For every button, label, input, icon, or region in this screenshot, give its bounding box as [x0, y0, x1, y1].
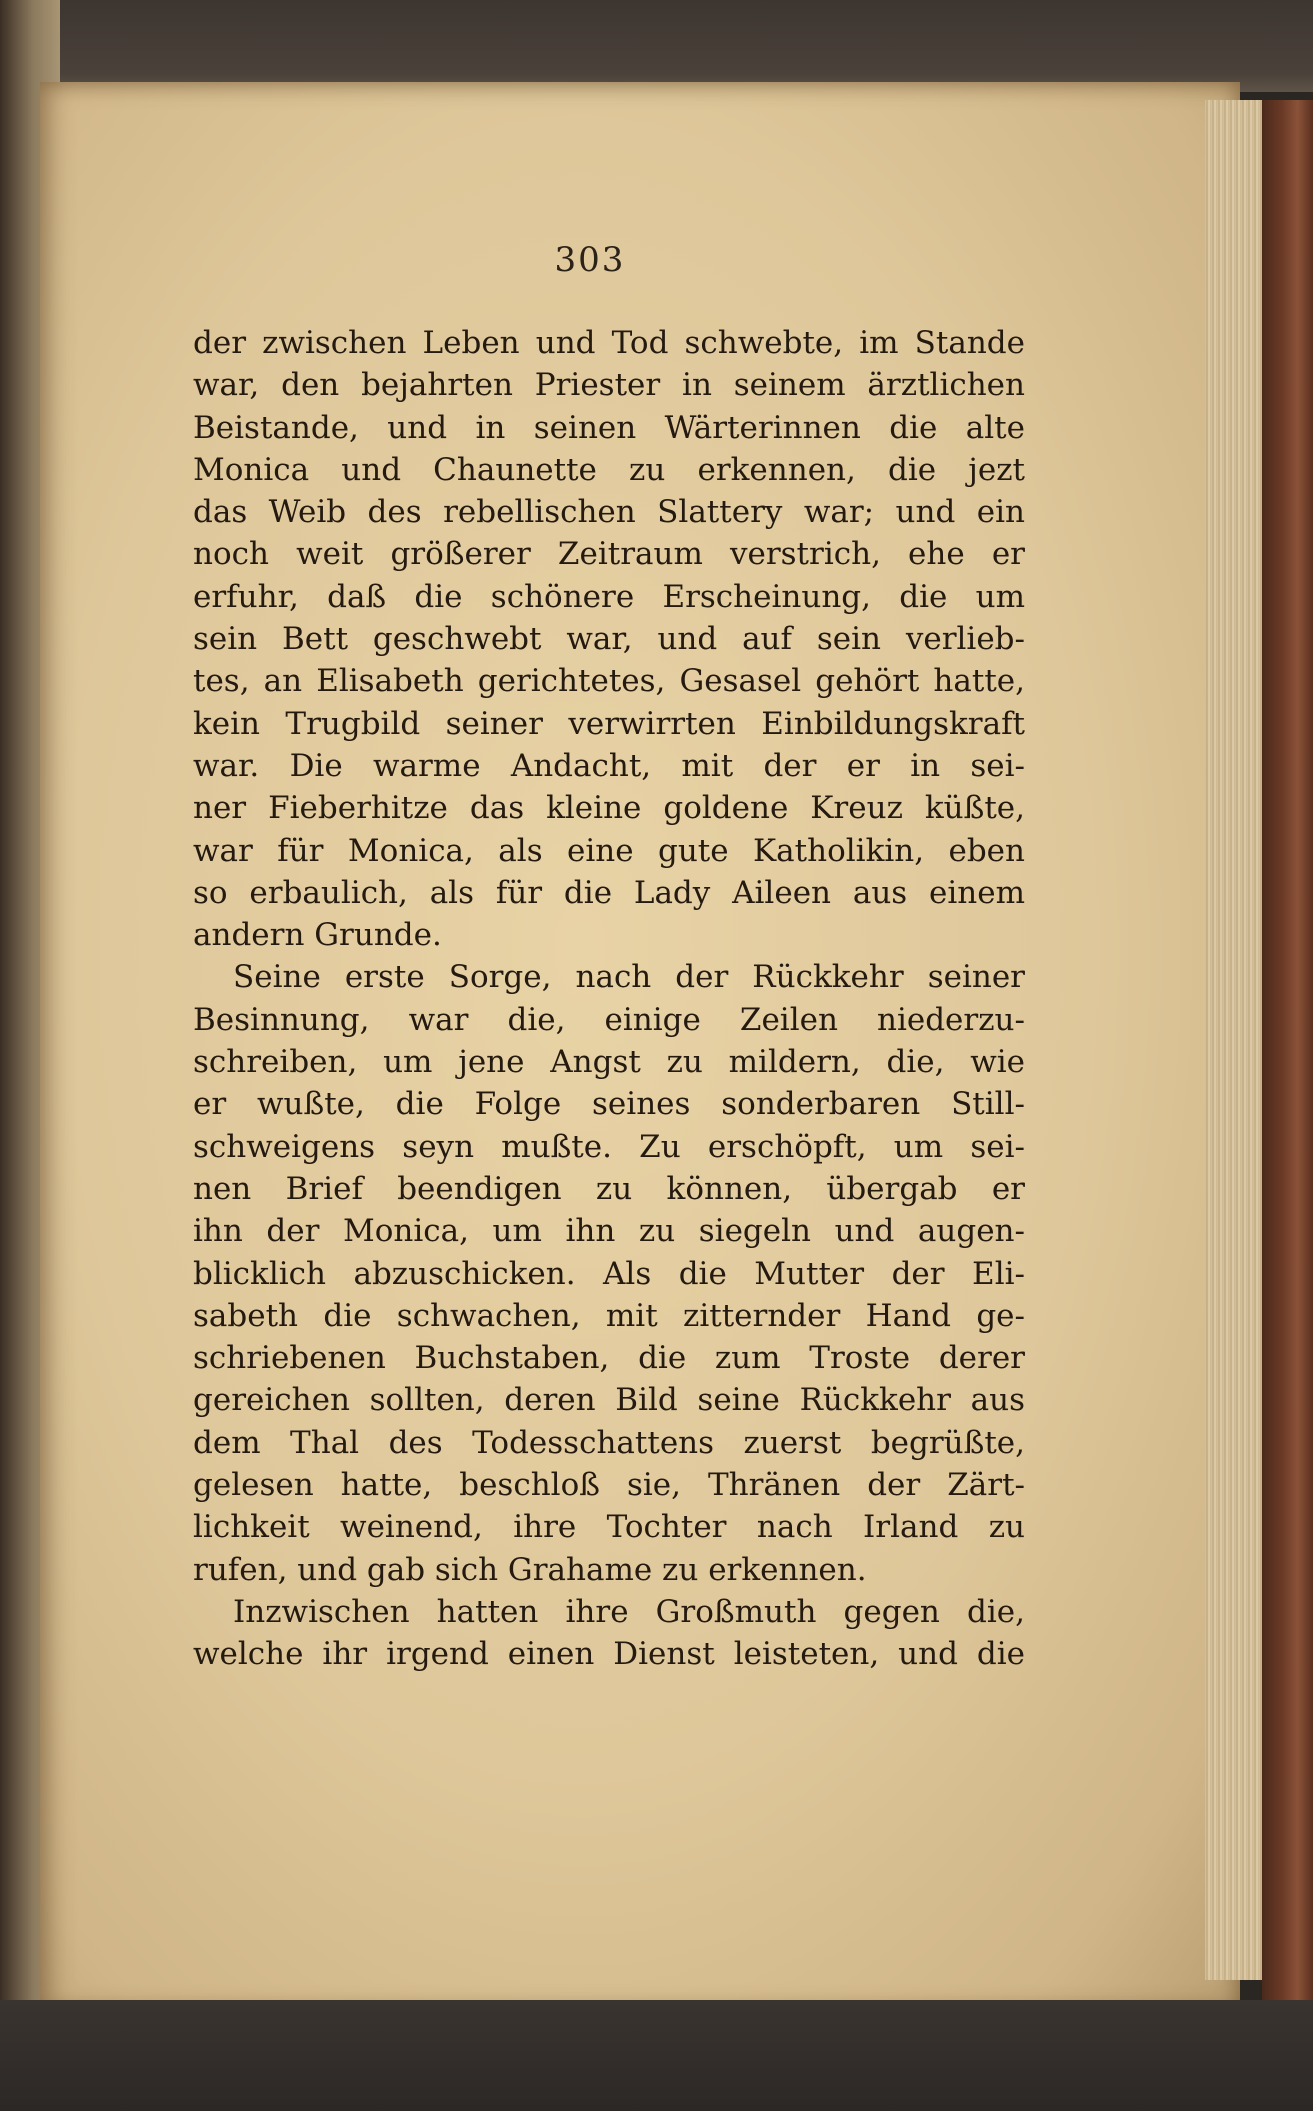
text-line: sein Bett geschwebt war, und auf sein verlieb-	[193, 621, 1025, 658]
text-line: war, den bejahrten Priester in seinem ärztlichen	[193, 367, 1025, 404]
text-line: ner Fieberhitze das kleine goldene Kreuz küßte,	[193, 790, 1025, 827]
text-line: Beistande, und in seinen Wärterinnen die alte	[193, 409, 1025, 446]
text-line: schweigens seyn mußte. Zu erschöpft, um sei-	[193, 1128, 1025, 1165]
text-line: dem Thal des Todesschattens zuerst begrüßte,	[193, 1424, 1025, 1461]
text-line: kein Trugbild seiner verwirrten Einbildungskraft	[193, 705, 1025, 742]
text-line: welche ihr irgend einen Dienst leisteten, und die	[193, 1636, 1025, 1673]
text-line: der zwischen Leben und Tod schwebte, im Stande	[193, 325, 1025, 361]
text-line: Besinnung, war die, einige Zeilen niederzu-	[193, 1001, 1025, 1038]
text-line: so erbaulich, als für die Lady Aileen aus einem	[193, 874, 1025, 911]
book-cover-top	[0, 0, 1313, 92]
text-line: Monica und Chaunette zu erkennen, die jezt	[193, 451, 1025, 488]
text-line: rufen, und gab sich Grahame zu erkennen.	[193, 1551, 867, 1588]
text-line: gelesen hatte, beschloß sie, Thränen der Zärt-	[193, 1467, 1025, 1504]
text-line: war für Monica, als eine gute Katholikin, eben	[193, 832, 1025, 869]
text-line: war. Die warme Andacht, mit der er in sei-	[193, 747, 1025, 784]
text-line: blicklich abzuschicken. Als die Mutter der Eli-	[193, 1255, 1025, 1292]
text-line: lichkeit weinend, ihre Tochter nach Irland zu	[193, 1509, 1025, 1546]
text-line: erfuhr, daß die schönere Erscheinung, die um	[193, 578, 1025, 615]
page-number: 303	[554, 240, 626, 280]
text-line: nen Brief beendigen zu können, übergab er	[193, 1170, 1025, 1207]
book-binding	[1262, 100, 1313, 2000]
text-line: sabeth die schwachen, mit zitternder Hand ge-	[193, 1297, 1025, 1334]
text-line: gereichen sollten, deren Bild seine Rückkehr aus	[193, 1382, 1025, 1419]
text-line: ihn der Monica, um ihn zu siegeln und augen-	[193, 1213, 1025, 1250]
text-line: andern Grunde.	[193, 917, 442, 954]
page-edges	[1205, 100, 1265, 1980]
text-line: Seine erste Sorge, nach der Rückkehr seiner	[233, 959, 1025, 996]
text-line: das Weib des rebellischen Slattery war; und ein	[193, 494, 1025, 531]
text-line: Inzwischen hatten ihre Großmuth gegen die,	[233, 1593, 1025, 1630]
text-line: er wußte, die Folge seines sonderbaren Still-	[193, 1086, 1025, 1123]
text-line: noch weit größerer Zeitraum verstrich, ehe er	[193, 536, 1025, 573]
text-line: tes, an Elisabeth gerichtetes, Gesasel gehört hatte,	[193, 663, 1025, 700]
book-cover-bottom	[0, 2000, 1313, 2111]
text-line: schriebenen Buchstaben, die zum Troste derer	[193, 1340, 1025, 1377]
page-text	[193, 322, 1025, 1676]
text-line: schreiben, um jene Angst zu mildern, die, wie	[193, 1044, 1025, 1081]
